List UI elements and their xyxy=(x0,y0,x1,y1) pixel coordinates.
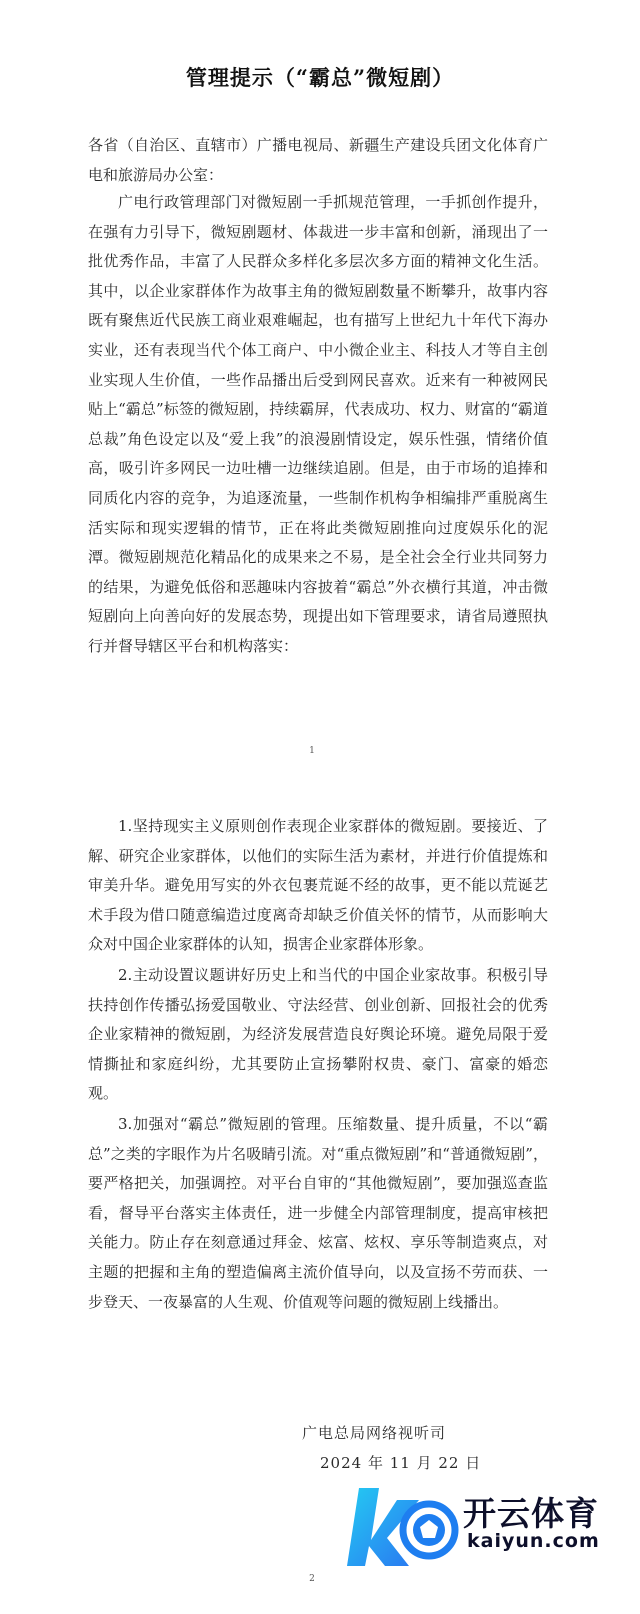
intro-paragraph-block xyxy=(88,188,548,662)
requirements-list xyxy=(88,812,548,1318)
signature-date: 2024 年 11 月 22 日 xyxy=(320,1454,482,1472)
requirement-item-3: 3.加强对“霸总”微短剧的管理。压缩数量、提升质量，不以“霸总”之类的字眼作为片名吸睛引流。对“重点微短剧”和“普通微短剧”，要严格把关，加强调控。对平台自审的“其他微短剧”，要加强巡查监看，督导平台落实主体责任，进一步健全内部管理制度，提高审核把关能力。防止存在刻意通过拜金、炫富、炫权、享乐等制造爽点，对主题的把握和主角的塑造偏离主流价值导向，以及宣扬不劳而获、一步登天、一夜暴富的人生观、价值观等问题的微短剧上线播出。 xyxy=(88,1114,548,1311)
page-number-2: 2 xyxy=(309,1574,315,1584)
addressee-text: 各省（自治区、直辖市）广播电视局、新疆生产建设兵团文化体育广电和旅游局办公室： xyxy=(88,136,548,184)
watermark-url: kaiyun.com xyxy=(467,1530,600,1552)
kaiyun-logo-icon xyxy=(345,1480,465,1570)
document-title: 管理提示（“霸总”微短剧） xyxy=(185,65,455,90)
requirement-item-1: 1.坚持现实主义原则创作表现企业家群体的微短剧。要接近、了解、研究企业家群体，以他们的实际生活为素材，并进行价值提炼和审美升华。避免用写实的外衣包裹荒诞不经的故事，更不能以荒诞艺术手段为借口随意编造过度离奇却缺乏价值关怀的情节，从而影响大众对中国企业家群体的认知，损害企业家群体形象。 xyxy=(88,817,548,954)
intro-paragraph: 广电行政管理部门对微短剧一手抓规范管理，一手抓创作提升，在强有力引导下，微短剧题材、体裁进一步丰富和创新，涌现出了一批优秀作品，丰富了人民群众多样化多层次多方面的精神文化生活。其中，以企业家群体作为故事主角的微短剧数量不断攀升，故事内容既有聚焦近代民族工商业艰难崛起，也有描写上世纪九十年代下海办实业，还有表现当代个体工商户、中小微企业主、科技人才等自主创业实现人生价值，一些作品播出后受到网民喜欢。近来有一种被网民贴上“霸总”标签的微短剧，持续霸屏，代表成功、权力、财富的“霸道总裁”角色设定以及“爱上我”的浪漫剧情设定，娱乐性强，情绪价值高，吸引许多网民一边吐槽一边继续追剧。但是，由于市场的追捧和同质化内容的竞争，为追逐流量，一些制作机构争相编排严重脱离生活实际和现实逻辑的情节，正在将此类微短剧推向过度娱乐化的泥潭。微短剧规范化精品化的成果来之不易，是全社会全行业共同努力的结果，为避免低俗和恶趣味内容披着“霸总”外衣横行其道，冲击微短剧向上向善向好的发展态势，现提出如下管理要求，请省局遵照执行并督导辖区平台和机构落实： xyxy=(88,193,548,655)
page-number-1: 1 xyxy=(309,746,315,756)
kaiyun-watermark xyxy=(345,1480,615,1570)
watermark-name: 开云体育 xyxy=(463,1494,599,1533)
signature-org: 广电总局网络视听司 xyxy=(302,1424,447,1442)
addressee xyxy=(88,131,548,190)
requirement-item-2: 2.主动设置议题讲好历史上和当代的中国企业家故事。积极引导扶持创作传播弘扬爱国敬业、守法经营、创业创新、回报社会的优秀企业家精神的微短剧，为经济发展营造良好舆论环境。避免局限于爱情撕扯和家庭纠纷，尤其要防止宣扬攀附权贵、豪门、富豪的婚恋观。 xyxy=(88,965,548,1103)
